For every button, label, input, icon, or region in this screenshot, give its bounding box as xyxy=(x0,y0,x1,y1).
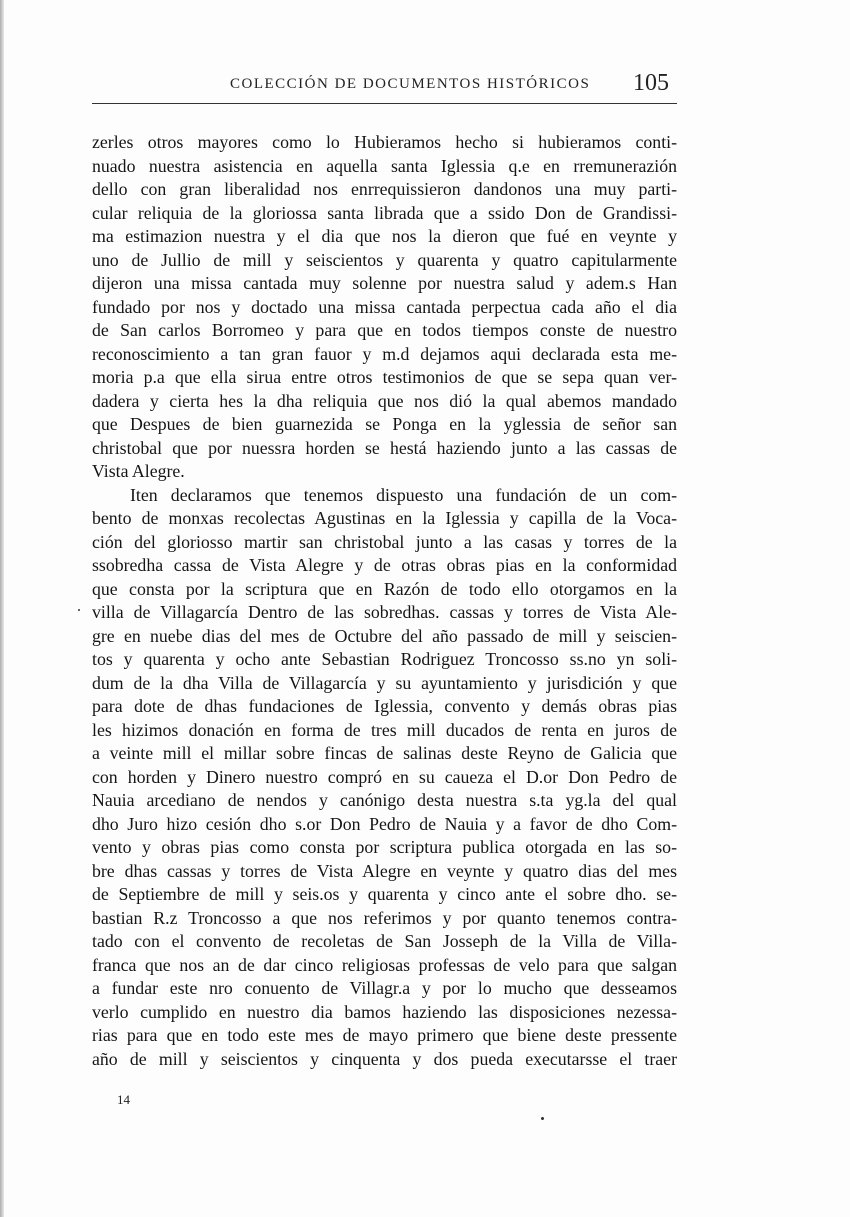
text-line: nuado nuestra asistencia en aquella santa Iglessia q.e en rremunerazión xyxy=(92,155,677,176)
text-line: bento de monxas recolectas Agustinas en la Iglessia y capilla de la Voca- xyxy=(92,508,677,528)
text-line: zerles otros mayores como lo Hubieramos hecho si hubieramos conti- xyxy=(92,132,677,152)
text-line: cular reliquia de la gloriossa santa librada que a ssido Don de Grandissi- xyxy=(92,202,677,223)
scan-edge-shadow xyxy=(0,0,4,1217)
text-line: dadera y cierta hes la dha reliquia que nos dió la qual abemos mandado xyxy=(92,390,677,411)
text-line: a fundar este nro conuento de Villagr.a y por lo mucho que desseamos xyxy=(92,978,677,998)
text-line: moria p.a que ella sirua entre otros testimonios de que se sepa quan ver- xyxy=(92,367,677,387)
text-line: ssobredha cassa de Vista Alegre y de otras obras pias en la conformidad xyxy=(92,555,677,575)
text-line: año de mill y seiscientos y cinquenta y dos pueda executarsse el traer xyxy=(92,1048,677,1069)
text-line: que consta por la scriptura que en Razón de todo ello otorgamos en la xyxy=(92,578,677,599)
text-line: bastian R.z Troncosso a que nos referimos y por quanto tenemos contra- xyxy=(92,907,677,928)
text-line: dum de la dha Villa de Villagarcía y su ayuntamiento y jurisdición y que xyxy=(92,672,677,693)
text-line: a veinte mill el millar sobre fincas de salinas deste Reyno de Galicia que xyxy=(92,743,677,763)
text-line: villa de Villagarcía Dentro de las sobredhas. cassas y torres de Vista Ale- xyxy=(92,602,677,622)
text-line: christobal que por nuessra horden se hestá haziendo junto a las cassas de xyxy=(92,437,677,458)
text-line: Nauia arcediano de nendos y canónigo desta nuestra s.ta yg.la del qual xyxy=(92,790,677,810)
text-line: tado con el convento de recoletas de San Josseph de la Villa de Villa- xyxy=(92,931,677,951)
running-header xyxy=(92,70,677,104)
text-line: Vista Alegre. xyxy=(92,461,185,481)
text-line: les hizimos donación en forma de tres mill ducados de renta en juros de xyxy=(92,719,677,740)
text-line: tos y quarenta y ocho ante Sebastian Rodriguez Troncosso ss.no yn soli- xyxy=(92,649,677,669)
text-line: rias para que en todo este mes de mayo primero que biene deste pressente xyxy=(92,1025,677,1045)
text-line: verlo cumplido en nuestro dia bamos haziendo las disposiciones nezessa- xyxy=(92,1001,677,1022)
text-line: reconoscimiento a tan gran fauor y m.d dejamos aqui declarada esta me- xyxy=(92,343,677,364)
text-line: bre dhas cassas y torres de Vista Alegre en veynte y quatro dias del mes xyxy=(92,860,677,881)
text-line: dho Juro hizo cesión dho s.or Don Pedro de Nauia y a favor de dho Com- xyxy=(92,813,677,834)
text-line: dijeron una missa cantada muy solenne por nuestra salud y adem.s Han xyxy=(92,273,677,293)
text-line: para dote de dhas fundaciones de Iglessia, convento y demás obras pias xyxy=(92,696,677,716)
text-line-paragraph-start: Iten declaramos que tenemos dispuesto una fundación de un com- xyxy=(130,484,677,505)
text-line: uno de Jullio de mill y seiscientos y quarenta y quatro capitularmente xyxy=(92,249,677,270)
body-text xyxy=(92,131,677,1071)
signature-mark: 14 xyxy=(117,1092,130,1107)
text-line: con horden y Dinero nuestro compró en su caueza el D.or Don Pedro de xyxy=(92,766,677,787)
scan-speck xyxy=(541,1117,544,1120)
text-line: de Septiembre de mill y seis.os y quarenta y cinco ante el sobre dho. se- xyxy=(92,884,677,904)
text-line: ma estimazion nuestra y el dia que nos la dieron que fué en veynte y xyxy=(92,226,677,246)
scan-speck xyxy=(78,609,80,611)
text-line: dello con gran liberalidad nos enrrequissieron dandonos una muy parti- xyxy=(92,179,677,199)
text-line: que Despues de bien guarnezida se Ponga en la yglessia de señor san xyxy=(92,414,677,434)
header-rule xyxy=(92,103,677,104)
text-line: vento y obras pias como consta por scriptura publica otorgada en las so- xyxy=(92,837,677,857)
text-line: franca que nos an de dar cinco religiosas professas de velo para que salgan xyxy=(92,954,677,975)
text-line: gre en nuebe dias del mes de Octubre del año passado de mill y seiscien- xyxy=(92,625,677,646)
text-line: fundado por nos y doctado una missa cantada perpectua cada año el dia xyxy=(92,296,677,317)
text-line: ción del gloriosso martir san christobal junto a las casas y torres de la xyxy=(92,531,677,552)
page-number: 105 xyxy=(633,70,669,96)
header-title: COLECCIÓN DE DOCUMENTOS HISTÓRICOS xyxy=(230,76,591,92)
text-line: de San carlos Borromeo y para que en todos tiempos conste de nuestro xyxy=(92,320,677,340)
